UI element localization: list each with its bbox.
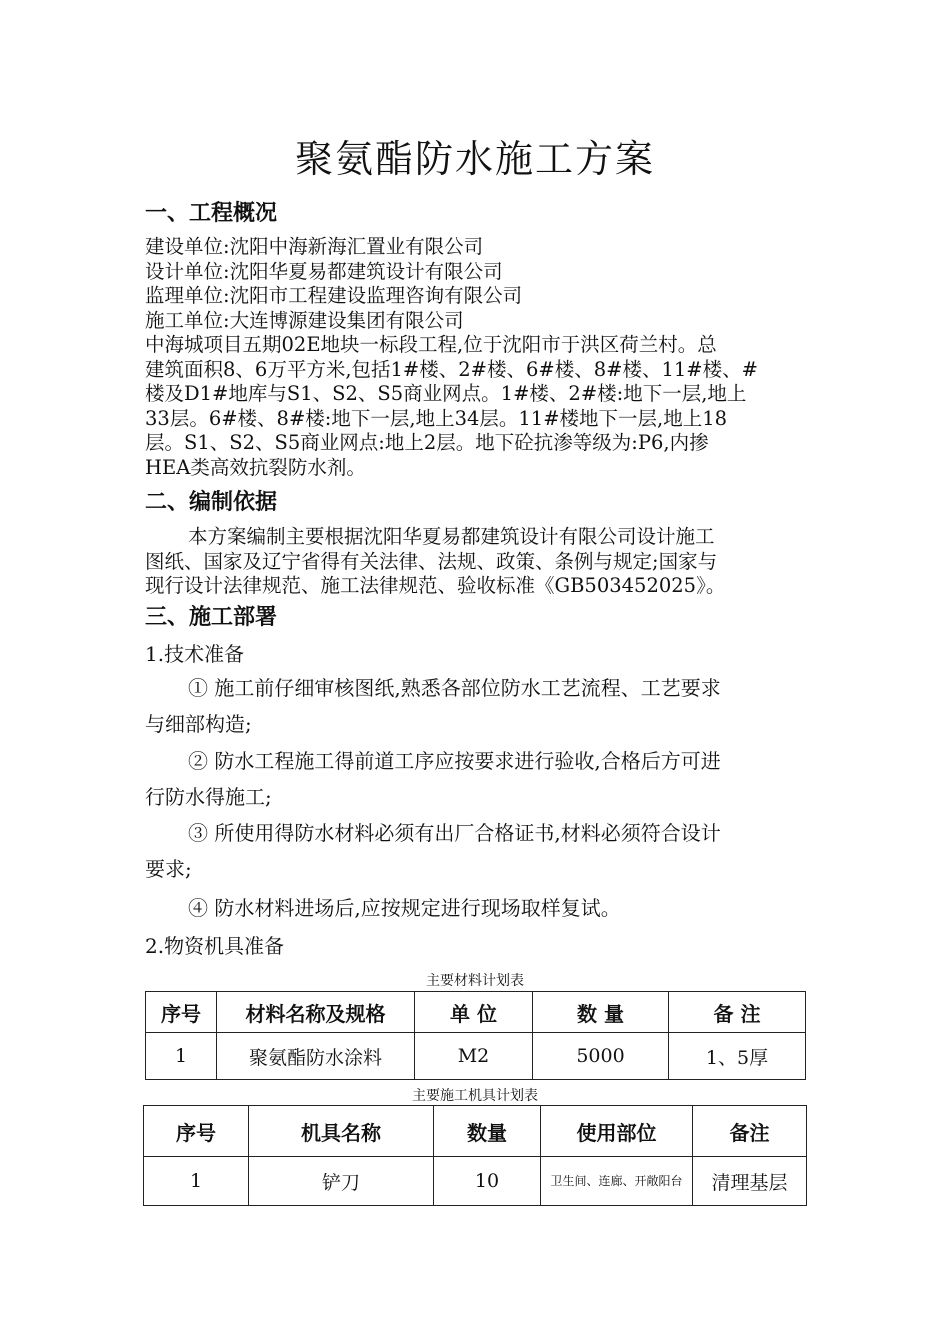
item-text: 与细部构造; xyxy=(145,712,252,736)
item-text: 要求; xyxy=(145,857,192,881)
overview-line: 楼及D1#地库与S1、S2、S5商业网点。1#楼、2#楼:地下一层,地上 xyxy=(145,382,747,405)
table1-caption: 主要材料计划表 xyxy=(426,973,524,989)
equipment-table xyxy=(143,1105,807,1206)
table-cell: 1 xyxy=(146,1033,217,1080)
table2-caption: 主要施工机具计划表 xyxy=(412,1088,538,1104)
basis-line: 本方案编制主要根据沈阳华夏易都建筑设计有限公司设计施工 xyxy=(188,525,715,548)
table-row xyxy=(146,1033,806,1080)
overview-line: 层。S1、S2、S5商业网点:地上2层。地下砼抗渗等级为:P6,内掺 xyxy=(145,431,709,454)
col-header: 备 注 xyxy=(669,992,806,1033)
technical-prep-heading: 1.技术准备 xyxy=(145,642,245,666)
prep-item-3 xyxy=(145,815,810,887)
materials-prep-heading: 2.物资机具准备 xyxy=(145,934,285,958)
overview-line: 建筑面积8、6万平方米,包括1#楼、2#楼、6#楼、8#楼、11#楼、# xyxy=(145,357,758,381)
section1-heading: 一、工程概况 xyxy=(145,201,278,226)
table-cell: M2 xyxy=(415,1033,533,1080)
section2-body xyxy=(145,525,810,599)
contractor-line: 施工单位:大连博源建设集团有限公司 xyxy=(145,308,464,332)
col-header: 机具名称 xyxy=(249,1106,434,1157)
section2-heading: 二、编制依据 xyxy=(145,490,278,515)
item-text: ① 施工前仔细审核图纸,熟悉各部位防水工艺流程、工艺要求 xyxy=(188,676,721,700)
col-header: 单 位 xyxy=(415,992,533,1033)
table-cell: 5000 xyxy=(533,1033,669,1080)
item-text: ② 防水工程施工得前道工序应按要求进行验收,合格后方可进 xyxy=(188,749,721,773)
col-header: 使用部位 xyxy=(541,1106,693,1157)
table-cell: 1 xyxy=(144,1157,249,1206)
col-header: 数量 xyxy=(434,1106,541,1157)
col-header: 材料名称及规格 xyxy=(217,992,415,1033)
table-row xyxy=(144,1157,807,1206)
materials-table xyxy=(145,991,806,1080)
item-text: ③ 所使用得防水材料必须有出厂合格证书,材料必须符合设计 xyxy=(188,821,721,845)
table-cell: 1、5厚 xyxy=(669,1033,806,1080)
table-header-row xyxy=(144,1106,807,1157)
prep-item-1 xyxy=(145,670,810,742)
basis-line: 现行设计法律规范、施工法律规范、验收标准《GB503452025》。 xyxy=(145,574,726,597)
section1-body xyxy=(145,235,810,480)
col-header: 序号 xyxy=(144,1106,249,1157)
prep-item-2 xyxy=(145,743,810,815)
supervisor-line: 监理单位:沈阳市工程建设监理咨询有限公司 xyxy=(145,284,523,307)
overview-line: 中海城项目五期02E地块一标段工程,位于沈阳市于洪区荷兰村。总 xyxy=(145,333,717,356)
document-title: 聚氨酯防水施工方案 xyxy=(294,137,655,181)
col-header: 序号 xyxy=(146,992,217,1033)
item-text: ④ 防水材料进场后,应按规定进行现场取样复试。 xyxy=(188,896,621,920)
table-cell: 10 xyxy=(434,1157,541,1206)
table-cell: 铲刀 xyxy=(249,1157,434,1206)
item-text: 行防水得施工; xyxy=(145,785,272,809)
col-header: 备注 xyxy=(693,1106,807,1157)
designer-line: 设计单位:沈阳华夏易都建筑设计有限公司 xyxy=(145,259,503,283)
table-header-row xyxy=(146,992,806,1033)
basis-line: 图纸、国家及辽宁省得有关法律、法规、政策、条例与规定;国家与 xyxy=(145,549,718,573)
prep-item-4 xyxy=(145,890,810,926)
col-header: 数 量 xyxy=(533,992,669,1033)
client-line: 建设单位:沈阳中海新海汇置业有限公司 xyxy=(145,235,484,258)
table-cell: 卫生间、连廊、开敞阳台 xyxy=(541,1157,693,1206)
overview-line: HEA类高效抗裂防水剂。 xyxy=(145,455,366,479)
overview-line: 33层。6#楼、8#楼:地下一层,地上34层。11#楼地下一层,地上18 xyxy=(145,406,728,430)
section3-heading: 三、施工部署 xyxy=(145,605,278,630)
table-cell: 聚氨酯防水涂料 xyxy=(217,1033,415,1080)
table-cell: 清理基层 xyxy=(693,1157,807,1206)
